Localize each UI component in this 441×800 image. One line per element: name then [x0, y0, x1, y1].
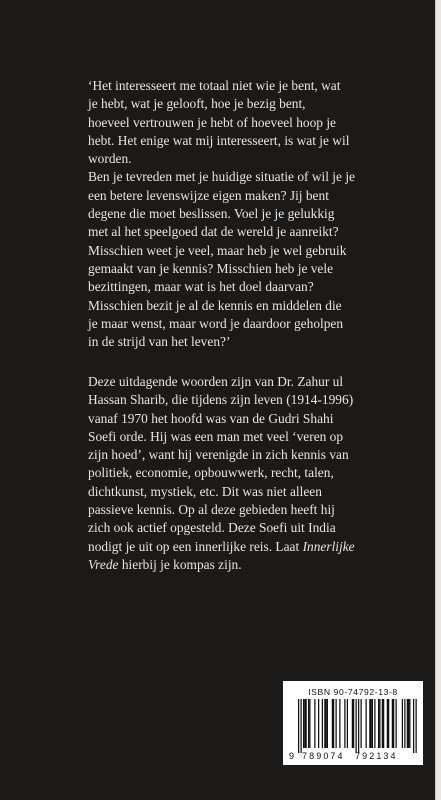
bio-line: passieve kennis. Op al deze gebieden heeft hij	[88, 502, 335, 518]
bio-line: Deze uitdagende woorden zijn van Dr. Zahur ul	[88, 374, 344, 389]
isbn-number: ISBN 90-74792-13-8	[308, 687, 398, 697]
barcode-bars	[298, 699, 417, 753]
barcode-bar	[327, 699, 328, 748]
bio-line: Soefi orde. Hij was een man met veel ‘veren op	[88, 428, 344, 444]
barcode-bar	[396, 699, 397, 748]
book-title-italic: Innerlijke	[302, 538, 355, 554]
barcode-bar	[322, 699, 323, 748]
quote-line: ‘Het interesseert me totaal niet wie je bent, wat	[88, 78, 341, 93]
barcode-bar	[408, 699, 409, 748]
bio-line: zijn hoed’, want hij verenigde in zich kennis van	[88, 447, 349, 463]
quote-line: Ben je tevreden met je huidige situatie of wil je je	[88, 169, 355, 185]
barcode-bar	[374, 699, 375, 748]
barcode-bar	[309, 699, 310, 748]
barcode-digits-right: 792134	[355, 751, 398, 761]
barcode-bar	[358, 699, 359, 753]
page-edge	[435, 0, 441, 800]
barcode-bar	[306, 699, 307, 748]
barcode-bar	[369, 699, 370, 748]
quote-text	[88, 77, 418, 351]
barcode-graphic	[288, 699, 418, 761]
barcode-bar	[387, 699, 388, 748]
bio-line-text: nodigt je uit op een innerlijke reis. Laat	[88, 538, 300, 554]
quote-line: degene die moet beslissen. Voel je je gelukkig	[88, 206, 335, 222]
bio-line	[88, 538, 418, 556]
barcode-bar	[372, 699, 373, 748]
barcode-bar	[413, 699, 414, 753]
quote-line: een betere levenswijze eigen maken? Jij bent	[88, 187, 329, 203]
barcode-bar	[371, 699, 372, 748]
barcode-label	[283, 681, 423, 765]
barcode-bar	[353, 699, 354, 748]
author-bio-text	[88, 373, 418, 574]
bio-line: zich ook actief opgesteld. Deze Soefi uit India	[88, 520, 336, 536]
bio-line-text: hierbij je kompas zijn.	[118, 556, 242, 572]
quote-line: in de strijd van het leven?’	[88, 334, 231, 350]
barcode-digit-first: 9	[289, 751, 295, 761]
quote-line: je hebt, wat je gelooft, hoe je bezig bent,	[88, 96, 306, 112]
barcode-bar	[352, 699, 353, 748]
quote-line: hebt. Het enige wat mij interesseert, is wat je wil	[88, 132, 350, 148]
barcode-bar	[324, 699, 325, 748]
barcode-bar	[416, 699, 417, 753]
barcode-bar	[392, 699, 393, 748]
quote-line: Misschien bezit je al de kennis en middelen die	[88, 297, 342, 313]
barcode-bar	[378, 699, 379, 748]
barcode-bar	[393, 699, 394, 748]
barcode-bar	[318, 699, 319, 748]
bio-line: vanaf 1970 het hoofd was van de Gudri Shahi	[88, 410, 334, 426]
quote-line: bezittingen, maar wat is het doel daarvan?	[88, 279, 314, 295]
barcode-bar	[303, 699, 304, 748]
barcode-bar	[336, 699, 337, 748]
bio-line: dichtkunst, mystiek, etc. Dit was niet alleen	[88, 483, 322, 499]
quote-line: je maar wenst, maar word je daardoor geholpen	[88, 315, 344, 331]
barcode-bar	[344, 699, 345, 748]
barcode-bar	[366, 699, 367, 748]
barcode-bar	[298, 699, 299, 753]
barcode-bar	[379, 699, 380, 748]
barcode-bar	[339, 699, 340, 748]
barcode-bar	[304, 699, 305, 748]
barcode-bar	[361, 699, 362, 748]
bio-line	[88, 556, 418, 574]
barcode-bar	[388, 699, 389, 748]
quote-line: gemaakt van je kennis? Misschien heb je vele	[88, 260, 334, 276]
bio-line: Hassan Sharib, die tijdens zijn leven (1914-1996)	[88, 392, 354, 408]
barcode-bar	[382, 699, 383, 748]
barcode-bar	[333, 699, 334, 748]
barcode-digits-left: 789074	[302, 751, 345, 761]
barcode-bar	[332, 699, 333, 748]
barcode-bar	[301, 699, 302, 753]
barcode-bar	[407, 699, 408, 748]
barcode-bar	[308, 699, 309, 748]
quote-line: met al het speelgoed dat de wereld je aanreikt?	[88, 224, 339, 240]
barcode-bar	[404, 699, 405, 748]
barcode-bar	[347, 699, 348, 748]
quote-line: Misschien weet je veel, maar heb je wel gebruik	[88, 242, 347, 258]
quote-line: worden.	[88, 151, 132, 167]
barcode-bar	[356, 699, 357, 753]
barcode-bar	[314, 699, 315, 748]
barcode-bar	[383, 699, 384, 748]
barcode-bar	[402, 699, 403, 748]
book-title-italic: Vrede	[88, 556, 119, 572]
quote-line: hoeveel vertrouwen je hebt of hoeveel hoop je	[88, 114, 337, 130]
barcode-bar	[326, 699, 327, 748]
barcode-bar	[409, 699, 410, 748]
bio-line: politiek, economie, opbouwwerk, recht, talen,	[88, 465, 334, 481]
